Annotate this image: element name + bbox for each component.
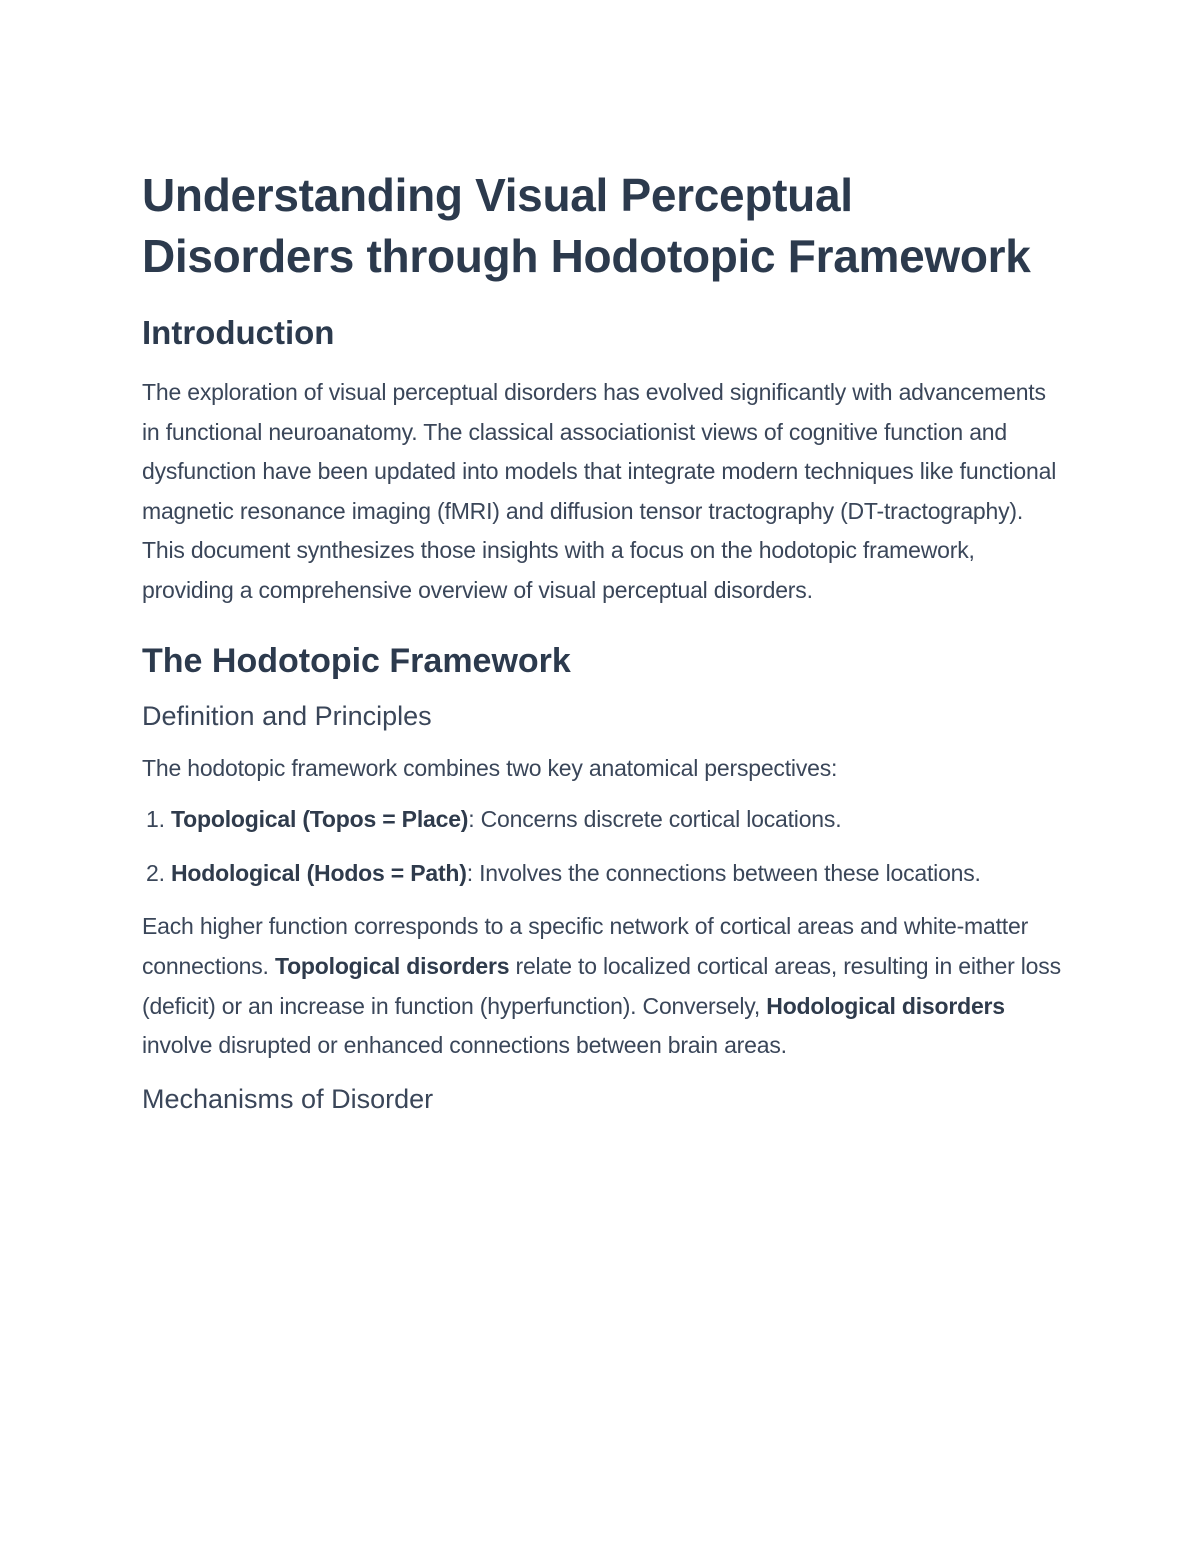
disorders-text-part: relate to localized cortical areas, resulting in either loss (deficit) or an increase in function (hyperfunction). Conversely, [142, 952, 1061, 1019]
hodological-disorders-term: Hodological disorders [766, 992, 1005, 1019]
definition-principles-heading: Definition and Principles [142, 700, 432, 731]
topological-disorders-term: Topological disorders [274, 952, 510, 979]
introduction-paragraph: The exploration of visual perceptual disorders has evolved significantly with advancements in functional neuroanatomy. The classical associationist views of cognitive function and dysfunction have been updated into models that integrate modern techniques like functional magnetic resonance imaging (fMRI) and diffusion tensor tractography (DT-tractography). This document synthesizes those insights with a focus on the hodotopic framework, providing a comprehensive overview of visual perceptual disorders. [142, 379, 1057, 603]
disorders-text-part: involve disrupted or enhanced connections between brain areas. [142, 1032, 787, 1059]
introduction-heading: Introduction [142, 314, 335, 351]
hodotopic-framework-heading: The Hodotopic Framework [142, 641, 571, 680]
document-title: Understanding Visual Perceptual Disorders through Hodotopic Framework [142, 169, 1031, 282]
perspectives-list [142, 800, 1062, 893]
mechanisms-heading: Mechanisms of Disorder [142, 1083, 434, 1114]
list-item [171, 800, 1062, 840]
list-item [171, 854, 1062, 894]
list-item-term: Topological (Topos = Place) [171, 806, 469, 833]
list-item-description: : Concerns discrete cortical locations. [468, 806, 842, 833]
disorders-text-part: Each higher function corresponds to a specific network of cortical areas and white-matter connections. [142, 913, 1029, 979]
definition-lead-paragraph: The hodotopic framework combines two key anatomical perspectives: [142, 754, 838, 781]
document-page [142, 165, 1062, 1132]
list-item-description: : Involves the connections between these locations. [466, 859, 981, 886]
disorders-paragraph [142, 907, 1062, 1065]
list-item-term: Hodological (Hodos = Path) [171, 859, 467, 886]
